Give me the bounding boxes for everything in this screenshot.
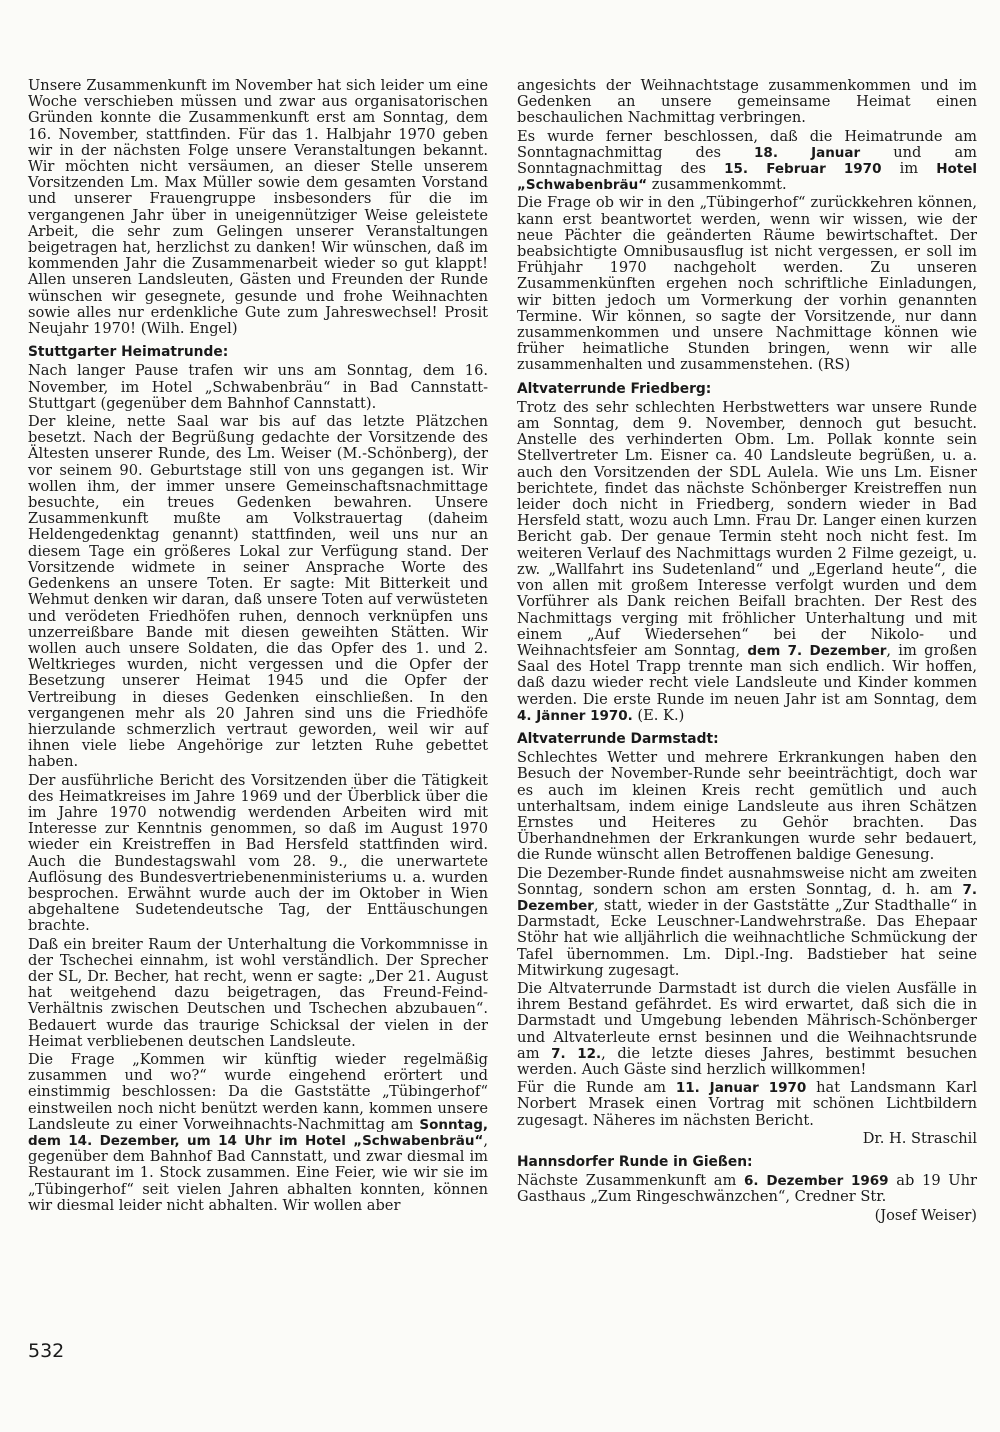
left-column [28, 78, 488, 1216]
paragraph [517, 1173, 977, 1205]
text-run: (E. K.) [632, 706, 685, 724]
text-run: Die Frage „Kommen wir künftig wieder regelmäßig zusammen und wo?“ wurde eingehend erörtert und einstimmig beschlossen: Da die Gaststätte „Tübingerhof“ einstweilen noch nicht benützt werden kann, kommen unsere Landsleute zu einer Vorweihnachts-Nachmittag am [28, 1050, 488, 1133]
paragraph [517, 866, 977, 979]
bold-date: 15. Februar 1970 [724, 161, 882, 178]
paragraph [517, 400, 977, 724]
text-run: , im großen Saal des Hotel Trapp trennte man sich endlich. Wir hoffen, daß dazu wieder recht viele Landsleute und Kinder kommen werden. Die erste Runde im neuen Jahr ist am Sonntag, dem [517, 641, 977, 708]
section-heading: Stuttgarter Heimatrunde: [28, 344, 229, 361]
bold-date: 18. Januar [754, 144, 861, 161]
paragraph: Daß ein breiter Raum der Unterhaltung die Vorkommnisse in der Tschechei einnahm, ist wohl verständlich. Der Sprecher der SL, Dr. Becher, hat recht, wenn er sagte: „Der 21. August hat weitgehend dazu beigetragen, das Freund-Feind-Verhältnis zwischen Deutschen und Tschechen abzubauen“. Bedauert wurde das traurige Schicksal der vielen in der Heimat verbliebenen deutschen Landsleute. [28, 935, 488, 1050]
text-run: hat Landsmann Karl Norbert Mrasek einen Vortrag mit schönen Lichtbildern zugesagt. Näheres im nächsten Bericht. [517, 1079, 977, 1129]
paragraph: Der kleine, nette Saal war bis auf das letzte Plätzchen besetzt. Nach der Begrüßung gedachte der Vorsitzende des Ältesten unserer Runde, des Lm. Weiser (M.-Schönberg), der vor seinem 90. Geburtstage still von uns gegangen ist. Wir wollen ihm, der immer unsere Gemeinschaftsnachmittage besuchte, ein treues Gedenken bewahren. Unsere Zusammenkunft mußte am Volkstrauertag (daheim Heldengedenktag genannt) stattfinden, weil uns nur an diesem Tage ein größeres Lokal zur Verfügung stand. Der Vorsitzende widmete in seiner Ansprache Worte des Gedenkens an unsere Toten. Er sagte: Mit Bitterkeit und Wehmut denken wir daran, daß unsere Toten auf verwüsteten und verödeten Friedhöfen ruhen, dennoch verknüpfen uns unzerreißbare Bande mit diesen geweihten Stätten. Wir wollen auch unsere Soldaten, die das Opfer des 1. und 2. Weltkrieges wurden, nicht vergessen und die Opfer der Besetzung unserer Heimat 1945 und die Opfer der Vertreibung in dieses Gedenken einschließen. In den vergangenen mehr als 20 Jahren sind uns die Friedhöfe hierzulande schmerzlich vertraut geworden, weil wir auf ihnen viele liebe Angehörige zur letzten Ruhe gebettet haben. [28, 413, 488, 771]
bold-date: 4. Jänner 1970. [517, 707, 633, 724]
paragraph [517, 981, 977, 1078]
text-run: Die Dezember-Runde findet ausnahmsweise nicht am zweiten Sonntag, sondern schon am ersten Sonntag, d. h. am [517, 864, 977, 898]
section-heading: Altvaterrunde Friedberg: [517, 380, 712, 397]
text-run: Nächste Zusammenkunft am [517, 1172, 745, 1190]
signature: Dr. H. Straschil [862, 1129, 977, 1147]
bold-location: Hotel „Schwabenbräu“ [517, 161, 978, 194]
paragraph: angesichts der Weihnachtstage zusammenkommen und im Gedenken an unsere gemeinsame Heimat einen beschaulichen Nachmittag verbringen. [517, 77, 977, 127]
section-heading: Hannsdorfer Runde in Gießen: [517, 1154, 753, 1170]
text-run: im [881, 160, 937, 178]
text-run: und am Sonntagnachmittag des [517, 143, 977, 178]
paragraph: Die Frage ob wir in den „Tübingerhof“ zurückkehren können, kann erst beantwortet werden, wenn wir wissen, wie der neue Pächter die geänderten Räume bewirtschaftet. Der beabsichtigte Omnibusausflug ist nicht vergessen, er soll im Frühjahr 1970 nachgeholt werden. Zu unseren Zusammenkünften ergehen noch schriftliche Einladungen, wir bitten jedoch um Vormerkung der vorhin genannten Termine. Wir können, so sagte der Vorsitzende, nur dann zusammenkommen und unsere Nachmittage können wie früher heimatliche Stunden bringen, wenn wir alle zusammenhalten und zusammenstehen. (RS) [517, 194, 977, 374]
paragraph [28, 1052, 488, 1214]
text-run: Trotz des sehr schlechten Herbstwetters war unsere Runde am Sonntag, dem 9. November, dennoch gut besucht. Anstelle des verhinderten Obm. Lm. Pollak konnte sein Stellvertreter Lm. Eisner ca. 40 Landsleute begrüßen, u. a. auch den Vorsitzenden der SDL Aulela. Wie uns Lm. Eisner berichtete, findet das nächste Schönberger Kreistreffen nun leider doch nicht in Friedberg, sondern wieder in Bad Hersfeld statt, wozu auch Lmn. Frau Dr. Langer einen kurzen Bericht gab. Der genaue Termin steht noch nicht fest. Im weiteren Verlauf des Nachmittags wurden 2 Filme gezeigt, u. zw. „Wallfahrt ins Sudetenland“ und „Egerland heute“, die von allen mit großem Interesse verfolgt wurden und dem Vorführer als Dank reichen Beifall brachten. Der Rest des Nachmittags verging mit fröhlicher Unterhaltung und mit einem „Auf Wiedersehen“ bei der Nikolo- und Weihnachtsfeier am Sonntag, [517, 398, 977, 659]
bold-date: Sonntag, dem 14. Dezember, um 14 Uhr im Hotel „Schwabenbräu“ [28, 1116, 488, 1149]
bold-date: dem 7. Dezember [747, 642, 887, 659]
text-run: Es wurde ferner beschlossen, daß die Heimatrunde am Sonntagnachmittag des [517, 127, 977, 161]
page-number: 532 [28, 1340, 65, 1362]
paragraph: Schlechtes Wetter und mehrere Erkrankungen haben den Besuch der November-Runde sehr beeinträchtigt, doch war es auch im kleinen Kreis recht gemütlich und auch unterhaltsam, indem einige Landsleute aus ihren Schätzen Ernstes und Heiteres zu Gehör brachten. Das Überhandnehmen der Erkrankungen wurde sehr bedauert, die Runde wünscht allen Betroffenen baldige Genesung. [517, 749, 977, 864]
section-heading: Altvaterrunde Darmstadt: [517, 730, 719, 747]
paragraph: Nach langer Pause trafen wir uns am Sonntag, dem 16. November, im Hotel „Schwabenbräu“ in Bad Cannstatt-Stuttgart (gegenüber dem Bahnhof Cannstatt). [28, 362, 488, 412]
bold-date: 7. 12. [551, 1045, 602, 1062]
paragraph [517, 1080, 977, 1129]
bold-date: 11. Januar 1970 [675, 1080, 807, 1097]
text-run: , gegenüber dem Bahnhof Bad Cannstatt, und zwar diesmal im Restaurant im 1. Stock zusammen. Eine Feier, wie wir sie im „Tübingerhof“ seit vielen Jahren abhalten konnten, können wir diesmal leider nicht abhalten. Wir wollen aber [28, 1132, 488, 1214]
text-run: Die Altvaterrunde Darmstadt ist durch die vielen Ausfälle in ihrem Bestand gefährdet. Es wird erwartet, daß sich die in Darmstadt und Umgebung lebenden Mährisch-Schönberger und Altvaterleute ernst besinnen und die Weihnachtsrunde am [517, 979, 977, 1062]
right-column [517, 78, 977, 1226]
bold-date: 6. Dezember 1969 [744, 1173, 889, 1190]
text-run: Für die Runde am [517, 1079, 676, 1097]
text-run: ab 19 Uhr Gasthaus „Zum Ringeschwänzchen“, Credner Str. [517, 1172, 977, 1206]
text-run: , statt, wieder in der Gaststätte „Zur Stadthalle“ in Darmstadt, Ecke Leuschner-Landwehrstraße. Das Ehepaar Stöhr hat wie alljährlich die weihnachtliche Schmückung der Tafel übernommen. Lm. Dipl.-Ing. Badstieber hat seine Mitwirkung zugesagt. [517, 896, 977, 979]
paragraph: Unsere Zusammenkunft im November hat sich leider um eine Woche verschieben müssen und zwar aus organisatorischen Gründen konnte die Zusammenkunft erst am Sonntag, dem 16. November, stattfinden. Für das 1. Halbjahr 1970 geben wir in der nächsten Folge unsere Veranstaltungen bekannt. Wir möchten nicht versäumen, an dieser Stelle unserem Vorsitzenden Lm. Max Müller sowie dem gesamten Vorstand und unserer Frauengruppe insbesonders für die im vergangenen Jahr über in uneigennütziger Weise geleistete Arbeit, die sehr zum Gelingen unserer Veranstaltungen beigetragen hat, herzlichst zu danken! Wir wünschen, daß im kommenden Jahr die Zusammenarbeit wieder so gut klappt! Allen unseren Landsleuten, Gästen und Freunden der Runde wünschen wir gesegnete, gesunde und frohe Weihnachten sowie alles nur erdenkliche Gute zum Jahreswechsel! Prosit Neujahr 1970! (Wilh. Engel) [28, 77, 488, 338]
text-run: , die letzte dieses Jahres, bestimmt besuchen werden. Auch Gäste sind herzlich willkommen! [517, 1044, 977, 1078]
paragraph: Der ausführliche Bericht des Vorsitzenden über die Tätigkeit des Heimatkreises im Jahre 1969 und der Überblick über die im Jahre 1970 notwendig werdenden Arbeiten wird mit Interesse zur Kenntnis genommen, so daß im August 1970 wieder ein Kreistreffen in Bad Hersfeld stattfinden wird. Auch die Bundestagswahl vom 28. 9., die unerwartete Auflösung des Bundesvertriebenenministeriums u. a. wurden besprochen. Erwähnt wurde auch der im Oktober in Wien abgehaltene Sudetendeutsche Tag, der Enttäuschungen brachte. [28, 771, 488, 935]
bold-date: 7. Dezember [517, 881, 977, 914]
paragraph [517, 129, 977, 194]
signature: (Josef Weiser) [874, 1206, 977, 1224]
text-run: zusammenkommt. [647, 176, 787, 194]
